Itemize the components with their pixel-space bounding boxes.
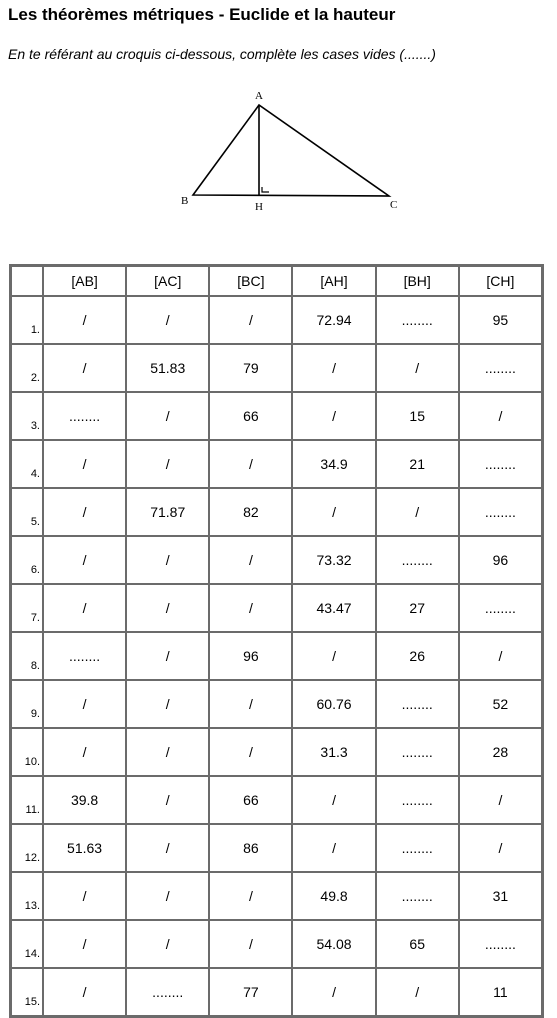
cell-ah: 73.32	[292, 536, 375, 584]
cell-ah: 43.47	[292, 584, 375, 632]
vertex-label-c: C	[390, 199, 398, 211]
cell-ah: /	[292, 632, 375, 680]
cell-ah: 54.08	[292, 920, 375, 968]
header-ah: [AH]	[292, 266, 375, 296]
cell-ab: ........	[43, 392, 126, 440]
cell-ac: /	[126, 296, 209, 344]
cell-bh: ........	[376, 536, 459, 584]
triangle-diagram	[176, 84, 408, 216]
cell-ch: 28	[459, 728, 542, 776]
cell-ab: /	[43, 872, 126, 920]
cell-ab: /	[43, 920, 126, 968]
cell-ch: /	[459, 776, 542, 824]
cell-ab: 51.63	[43, 824, 126, 872]
vertex-label-b: B	[181, 195, 189, 207]
table-row	[11, 680, 542, 728]
cell-bc: /	[209, 920, 292, 968]
cell-ch: ........	[459, 440, 542, 488]
cell-ab: /	[43, 584, 126, 632]
cell-ah: /	[292, 344, 375, 392]
row-number: 14.	[11, 920, 43, 968]
cell-bh: ........	[376, 296, 459, 344]
cell-ch: /	[459, 824, 542, 872]
cell-ab: /	[43, 968, 126, 1016]
cell-ch: 96	[459, 536, 542, 584]
table-row	[11, 920, 542, 968]
cell-ah: 49.8	[292, 872, 375, 920]
cell-bc: /	[209, 296, 292, 344]
row-number: 1.	[11, 296, 43, 344]
cell-ab: /	[43, 440, 126, 488]
cell-bh: /	[376, 344, 459, 392]
cell-bc: /	[209, 584, 292, 632]
row-number: 4.	[11, 440, 43, 488]
cell-bc: /	[209, 728, 292, 776]
row-number: 5.	[11, 488, 43, 536]
cell-ab: /	[43, 680, 126, 728]
table-row	[11, 632, 542, 680]
cell-ab: /	[43, 296, 126, 344]
table-row	[11, 536, 542, 584]
cell-ac: /	[126, 632, 209, 680]
cell-bc: /	[209, 536, 292, 584]
cell-ch: 31	[459, 872, 542, 920]
cell-ah: 31.3	[292, 728, 375, 776]
instruction-text: En te référant au croquis ci-dessous, complète les cases vides (.......)	[8, 46, 436, 62]
vertex-label-a: A	[255, 90, 263, 102]
cell-ac: /	[126, 872, 209, 920]
table-row	[11, 968, 542, 1016]
cell-bh: ........	[376, 824, 459, 872]
table-row	[11, 488, 542, 536]
cell-ab: 39.8	[43, 776, 126, 824]
table-row	[11, 584, 542, 632]
cell-bc: 66	[209, 392, 292, 440]
row-number: 10.	[11, 728, 43, 776]
header-ac: [AC]	[126, 266, 209, 296]
cell-ch: 11	[459, 968, 542, 1016]
cell-ch: 52	[459, 680, 542, 728]
table-row	[11, 776, 542, 824]
header-bh: [BH]	[376, 266, 459, 296]
row-number: 3.	[11, 392, 43, 440]
cell-ah: /	[292, 824, 375, 872]
row-number: 9.	[11, 680, 43, 728]
cell-ch: /	[459, 392, 542, 440]
cell-bh: /	[376, 488, 459, 536]
cell-ch: ........	[459, 920, 542, 968]
table-row	[11, 824, 542, 872]
cell-bc: /	[209, 872, 292, 920]
cell-ac: /	[126, 728, 209, 776]
table-row	[11, 440, 542, 488]
cell-ah: /	[292, 968, 375, 1016]
cell-ch: ........	[459, 584, 542, 632]
cell-ch: ........	[459, 488, 542, 536]
cell-bh: 21	[376, 440, 459, 488]
cell-bh: ........	[376, 872, 459, 920]
triangle-abc	[193, 105, 389, 196]
row-number: 6.	[11, 536, 43, 584]
cell-ah: /	[292, 776, 375, 824]
cell-ab: /	[43, 728, 126, 776]
cell-ab: /	[43, 536, 126, 584]
cell-ch: ........	[459, 344, 542, 392]
cell-bh: 65	[376, 920, 459, 968]
cell-bh: 27	[376, 584, 459, 632]
cell-ac: /	[126, 920, 209, 968]
cell-ah: /	[292, 392, 375, 440]
cell-bh: ........	[376, 776, 459, 824]
row-number: 8.	[11, 632, 43, 680]
cell-ac: 71.87	[126, 488, 209, 536]
cell-bc: 86	[209, 824, 292, 872]
table-row	[11, 344, 542, 392]
cell-ac: /	[126, 584, 209, 632]
cell-ab: /	[43, 488, 126, 536]
cell-bc: 77	[209, 968, 292, 1016]
cell-bc: 96	[209, 632, 292, 680]
cell-bh: 26	[376, 632, 459, 680]
row-number: 12.	[11, 824, 43, 872]
cell-ab: /	[43, 344, 126, 392]
table-row	[11, 872, 542, 920]
cell-bh: /	[376, 968, 459, 1016]
cell-ah: 72.94	[292, 296, 375, 344]
header-ch: [CH]	[459, 266, 542, 296]
exercise-table	[9, 264, 544, 1018]
triangle-sketch	[176, 84, 408, 216]
cell-bc: /	[209, 680, 292, 728]
cell-ac: /	[126, 680, 209, 728]
right-angle-marker	[262, 187, 269, 192]
row-number: 15.	[11, 968, 43, 1016]
table-row	[11, 728, 542, 776]
header-ab: [AB]	[43, 266, 126, 296]
cell-ah: /	[292, 488, 375, 536]
cell-ah: 60.76	[292, 680, 375, 728]
table-row	[11, 392, 542, 440]
point-label-h: H	[255, 201, 263, 213]
table-row	[11, 296, 542, 344]
page-title: Les théorèmes métriques - Euclide et la hauteur	[8, 5, 396, 24]
cell-bc: 82	[209, 488, 292, 536]
row-number: 7.	[11, 584, 43, 632]
row-number: 2.	[11, 344, 43, 392]
cell-ac: 51.83	[126, 344, 209, 392]
cell-bh: 15	[376, 392, 459, 440]
cell-ac: /	[126, 440, 209, 488]
cell-ac: /	[126, 776, 209, 824]
cell-ch: 95	[459, 296, 542, 344]
cell-ac: /	[126, 536, 209, 584]
cell-ab: ........	[43, 632, 126, 680]
cell-ah: 34.9	[292, 440, 375, 488]
cell-bh: ........	[376, 728, 459, 776]
cell-ac: /	[126, 392, 209, 440]
row-number: 13.	[11, 872, 43, 920]
header-bc: [BC]	[209, 266, 292, 296]
cell-bc: 66	[209, 776, 292, 824]
cell-ac: /	[126, 824, 209, 872]
cell-ch: /	[459, 632, 542, 680]
cell-ac: ........	[126, 968, 209, 1016]
cell-bc: /	[209, 440, 292, 488]
header-row	[11, 266, 542, 296]
header-corner	[11, 266, 43, 296]
cell-bh: ........	[376, 680, 459, 728]
cell-bc: 79	[209, 344, 292, 392]
row-number: 11.	[11, 776, 43, 824]
